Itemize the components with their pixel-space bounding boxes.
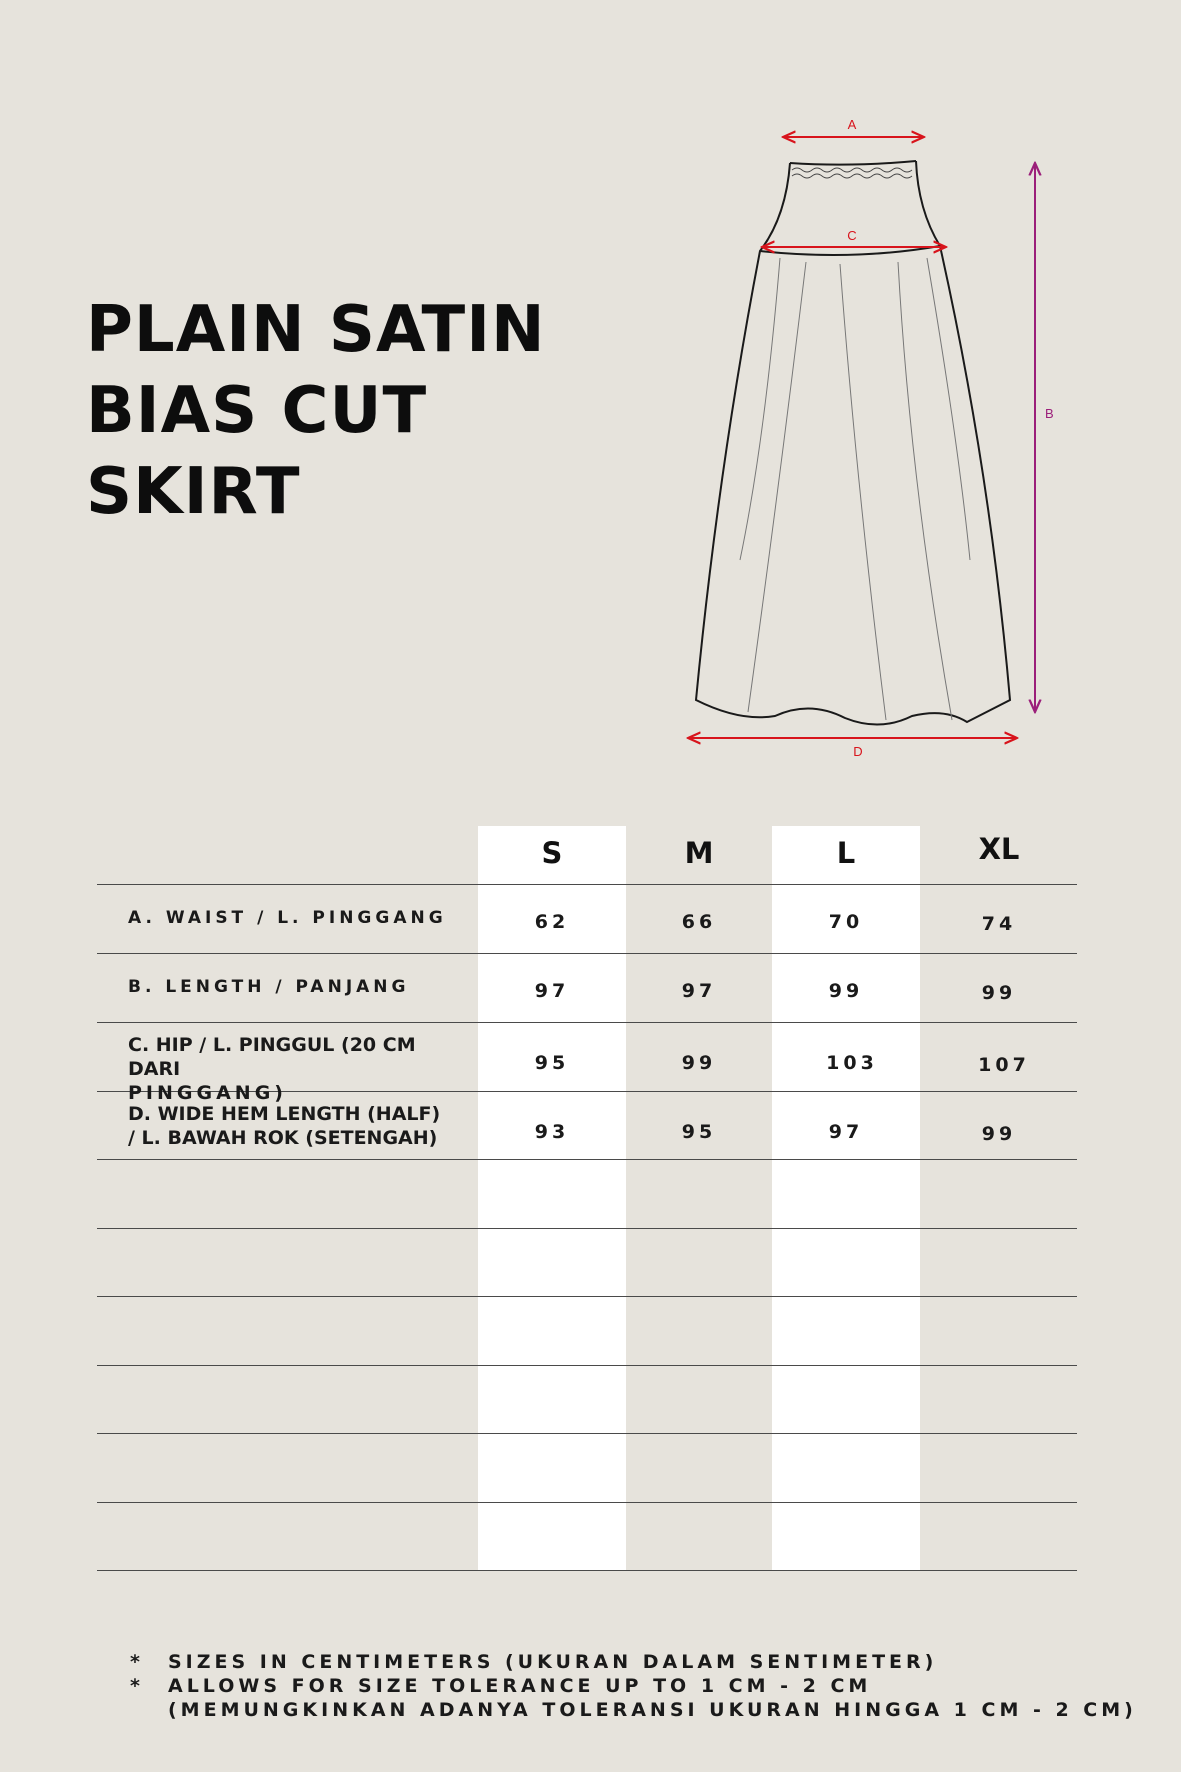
table-cell: 93 [534, 1121, 570, 1143]
skirt-measurement-diagram [0, 0, 1181, 780]
table-cell: 99 [981, 982, 1017, 1004]
table-cell: 97 [681, 980, 717, 1002]
row-label-length: B. LENGTH / PANJANG [128, 977, 410, 997]
footnote-bullet: * [130, 1675, 144, 1697]
row-label-hip-line1: C. HIP / L. PINGGUL (20 CM DARI [128, 1034, 416, 1080]
footnote-bullet: * [130, 1651, 144, 1673]
table-cell: 95 [534, 1052, 570, 1074]
table-divider [97, 1228, 1077, 1229]
table-cell: 95 [681, 1121, 717, 1143]
row-label-waist: A. WAIST / L. PINGGANG [128, 908, 447, 928]
footnote-units-text: SIZES IN CENTIMETERS (UKURAN DALAM SENTIMETER) [168, 1651, 938, 1673]
table-cell: 99 [681, 1052, 717, 1074]
footnote-units [130, 1650, 1137, 1674]
size-header-s: S [541, 836, 563, 870]
row-label-hem-line2: / L. BAWAH ROK (SETENGAH) [128, 1127, 438, 1149]
size-header-l: L [836, 836, 856, 870]
skirt-outline [696, 161, 1010, 725]
skirt-panel-seams [740, 258, 970, 720]
table-cell: 97 [828, 1121, 864, 1143]
row-label-hem-line1: D. WIDE HEM LENGTH (HALF) [128, 1103, 441, 1125]
table-divider [97, 953, 1077, 954]
title-line-1: PLAIN SATIN [86, 293, 546, 367]
footnote-tolerance-translation-text: (MEMUNGKINKAN ADANYA TOLERANSI UKURAN HINGGA 1 CM - 2 CM) [168, 1699, 1137, 1721]
table-divider [97, 1433, 1077, 1434]
table-divider [97, 1365, 1077, 1366]
waistband-elastic [792, 168, 912, 178]
row-label-hip [128, 1033, 473, 1105]
label-d: D [853, 744, 863, 759]
footnote-tolerance [130, 1674, 1137, 1698]
size-header-m: M [684, 836, 714, 870]
title-line-2: BIAS CUT [86, 374, 428, 448]
label-c: C [847, 228, 857, 243]
table-cell: 99 [981, 1123, 1017, 1145]
label-a: A [847, 117, 857, 132]
table-divider [97, 884, 1077, 885]
table-cell: 70 [828, 911, 864, 933]
table-divider [97, 1296, 1077, 1297]
title-line-3: SKIRT [86, 455, 301, 529]
table-divider [97, 1570, 1077, 1571]
table-cell: 74 [981, 913, 1017, 935]
table-divider [97, 1159, 1077, 1160]
table-cell: 97 [534, 980, 570, 1002]
footnote-tolerance-text: ALLOWS FOR SIZE TOLERANCE UP TO 1 CM - 2 CM [168, 1675, 872, 1697]
table-divider [97, 1022, 1077, 1023]
table-cell: 107 [978, 1054, 1030, 1076]
table-cell: 103 [826, 1052, 878, 1074]
row-label-hem [128, 1102, 473, 1150]
size-s-column-highlight [478, 826, 626, 1571]
row-label-hip-line2: PINGGANG) [128, 1082, 287, 1104]
footnote-tolerance-translation [130, 1698, 1137, 1722]
size-l-column-highlight [772, 826, 920, 1571]
table-cell: 66 [681, 911, 717, 933]
size-header-xl: XL [978, 832, 1020, 866]
table-divider [97, 1502, 1077, 1503]
table-cell: 62 [534, 911, 570, 933]
table-cell: 99 [828, 980, 864, 1002]
label-b: B [1045, 406, 1054, 421]
footnotes [130, 1650, 1137, 1722]
